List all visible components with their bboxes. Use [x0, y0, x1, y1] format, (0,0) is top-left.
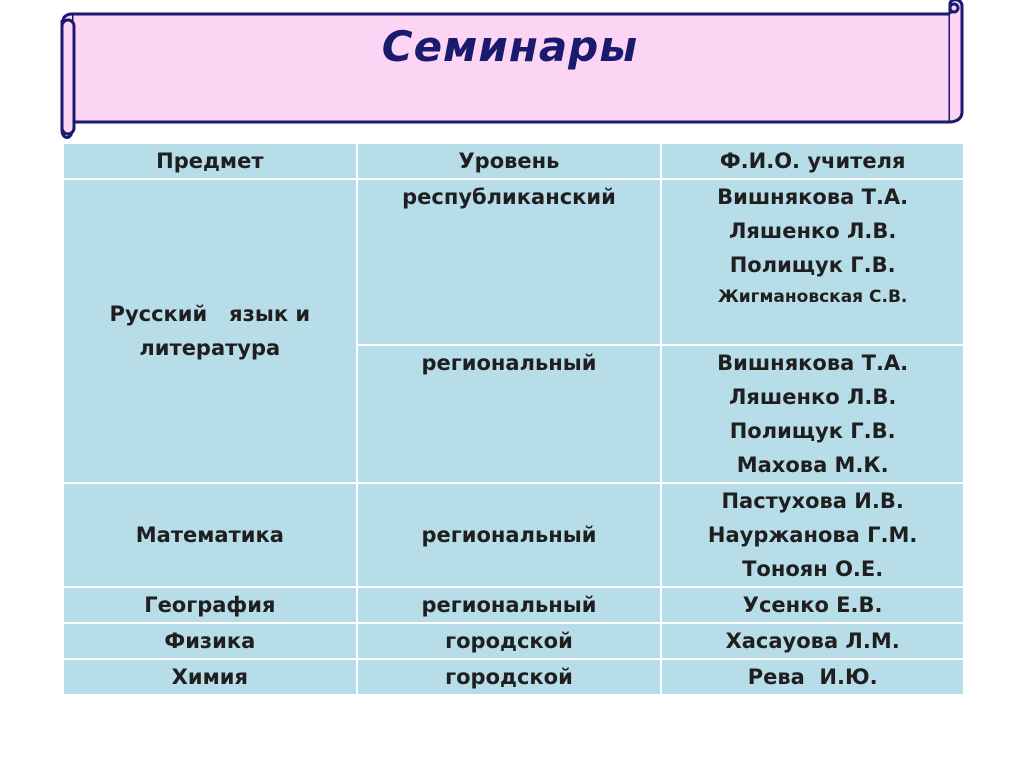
teacher-name: Полищук Г.В.	[729, 419, 896, 443]
teacher-name: Вишнякова Т.А.	[717, 185, 909, 209]
subject-cell	[63, 179, 357, 483]
header-subject: Предмет	[63, 143, 357, 179]
subject-cell: Математика	[63, 483, 357, 587]
teachers-cell	[661, 483, 964, 587]
level-cell: региональный	[357, 587, 662, 623]
level-cell: региональный	[357, 345, 662, 483]
table-row	[63, 659, 964, 695]
table-row	[63, 483, 964, 587]
teacher-name: Вишнякова Т.А.	[717, 351, 909, 375]
subject-line: Русский язык и	[109, 302, 311, 326]
header-level: Уровень	[357, 143, 662, 179]
teacher-name: Ляшенко Л.В.	[728, 219, 897, 243]
teacher-name: Науржанова Г.М.	[707, 523, 918, 547]
level-cell: республиканский	[357, 179, 662, 345]
seminars-table	[62, 142, 965, 696]
table-row	[63, 179, 964, 345]
teacher-name: Усенко Е.В.	[661, 587, 964, 623]
level-cell: городской	[357, 659, 662, 695]
subject-cell: География	[63, 587, 357, 623]
teacher-name: Махова М.К.	[736, 453, 889, 477]
teacher-name: Рева И.Ю.	[661, 659, 964, 695]
teacher-name: Полищук Г.В.	[729, 253, 896, 277]
teachers-cell	[661, 345, 964, 483]
table-row	[63, 623, 964, 659]
teacher-name: Тоноян О.Е.	[742, 557, 884, 581]
table-row	[63, 587, 964, 623]
subject-cell: Физика	[63, 623, 357, 659]
teacher-name: Пастухова И.В.	[721, 489, 904, 513]
teacher-name: Ляшенко Л.В.	[728, 385, 897, 409]
teachers-cell	[661, 179, 964, 345]
subject-cell: Химия	[63, 659, 357, 695]
title-banner	[0, 0, 1024, 150]
subject-line: литература	[139, 336, 281, 360]
level-cell: региональный	[357, 483, 662, 587]
teacher-name: Жигмановская С.В.	[717, 287, 908, 307]
level-cell: городской	[357, 623, 662, 659]
table-header-row	[63, 143, 964, 179]
header-teacher: Ф.И.О. учителя	[661, 143, 964, 179]
teacher-name: Хасауова Л.М.	[661, 623, 964, 659]
page-title: Семинары	[381, 22, 639, 71]
